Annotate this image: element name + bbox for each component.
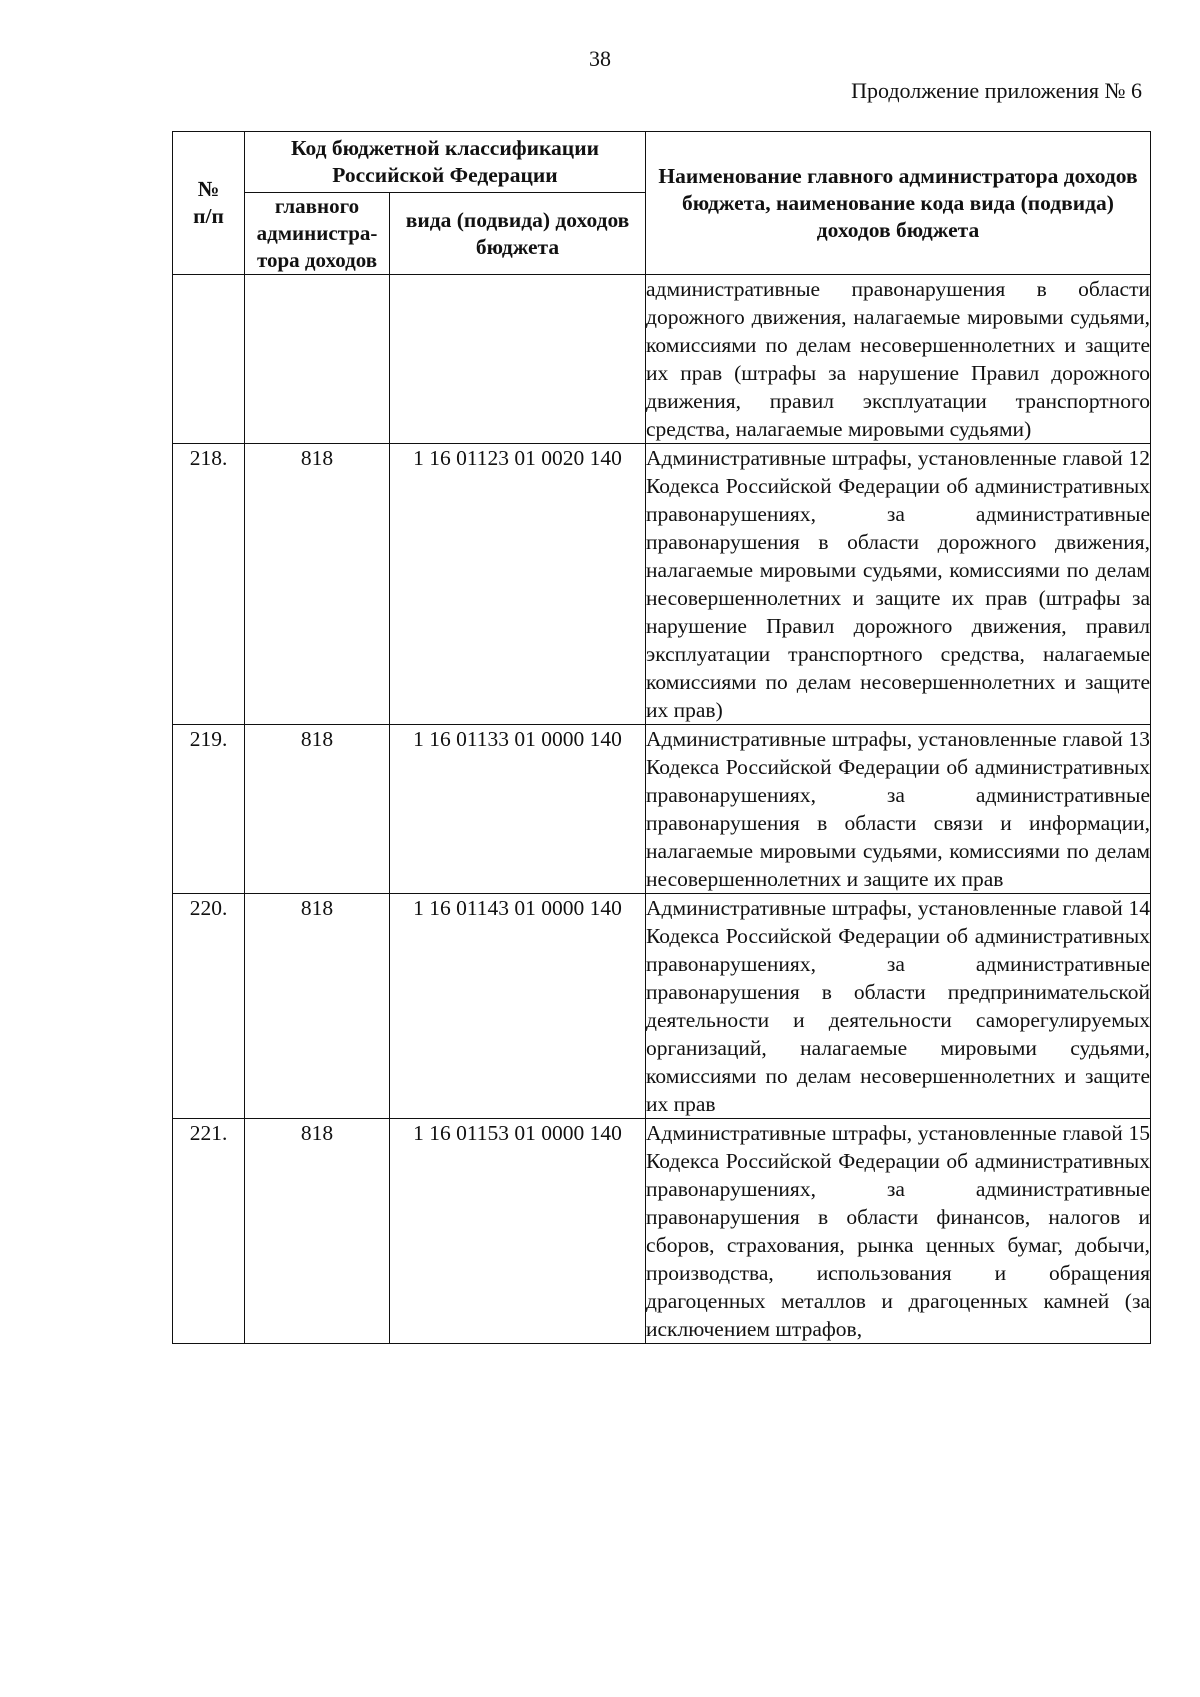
header-chief-administrator: главного администра-тора доходов <box>245 193 390 275</box>
administrator-code: 818 <box>245 1119 390 1344</box>
administrator-code: 818 <box>245 444 390 725</box>
header-row-number: № п/п <box>173 132 245 275</box>
table-row <box>173 725 1151 894</box>
appendix-continuation-label: Продолжение приложения № 6 <box>851 78 1142 103</box>
income-description: Административные штрафы, установленные главой 13 Кодекса Российской Федерации об административных правонарушениях, за административные правонарушения в области связи и информации, налагаемые мировыми судьями, комиссиями по делам несовершеннолетних и защите их прав <box>646 725 1151 894</box>
income-description: Административные штрафы, установленные главой 15 Кодекса Российской Федерации об административных правонарушениях, за административные правонарушения в области финансов, налогов и сборов, страхования, рынка ценных бумаг, добычи, производства, использования и обращения драгоценных металлов и драгоценных камней (за исключением штрафов, <box>646 1119 1151 1344</box>
income-description: административные правонарушения в области дорожного движения, налагаемые мировыми судьями, комиссиями по делам несовершеннолетних и защите их прав (штрафы за нарушение Правил дорожного движения, правил эксплуатации транспортного средства, налагаемые мировыми судьями) <box>646 275 1151 444</box>
budget-classification-table <box>172 131 1151 1344</box>
header-income-type: вида (подвида) доходов бюджета <box>390 193 646 275</box>
administrator-code: 818 <box>245 894 390 1119</box>
row-number: 220. <box>173 894 245 1119</box>
income-code: 1 16 01133 01 0000 140 <box>390 725 646 894</box>
income-code: 1 16 01153 01 0000 140 <box>390 1119 646 1344</box>
row-number: 219. <box>173 725 245 894</box>
income-code <box>390 275 646 444</box>
table-row <box>173 894 1151 1119</box>
header-administrator-name: Наименование главного администратора доходов бюджета, наименование кода вида (подвида) доходов бюджета <box>646 132 1151 275</box>
administrator-code: 818 <box>245 725 390 894</box>
administrator-code <box>245 275 390 444</box>
income-code: 1 16 01143 01 0000 140 <box>390 894 646 1119</box>
table-row <box>173 444 1151 725</box>
income-code: 1 16 01123 01 0020 140 <box>390 444 646 725</box>
income-description: Административные штрафы, установленные главой 12 Кодекса Российской Федерации об административных правонарушениях, за административные правонарушения в области дорожного движения, налагаемые мировыми судьями, комиссиями по делам несовершеннолетних и защите их прав (штрафы за нарушение Правил дорожного движения, правил эксплуатации транспортного средства, налагаемые комиссиями по делам несовершеннолетних и защите их прав) <box>646 444 1151 725</box>
row-number: 218. <box>173 444 245 725</box>
header-code-group: Код бюджетной классификации Российской Федерации <box>245 132 646 193</box>
table-row <box>173 275 1151 444</box>
table-header-row <box>173 132 1151 193</box>
table-row <box>173 1119 1151 1344</box>
row-number: 221. <box>173 1119 245 1344</box>
row-number <box>173 275 245 444</box>
income-description: Административные штрафы, установленные главой 14 Кодекса Российской Федерации об административных правонарушениях, за административные правонарушения в области предпринимательской деятельности и деятельности саморегулируемых организаций, налагаемые мировыми судьями, комиссиями по делам несовершеннолетних и защите их прав <box>646 894 1151 1119</box>
page-number: 38 <box>589 46 611 71</box>
